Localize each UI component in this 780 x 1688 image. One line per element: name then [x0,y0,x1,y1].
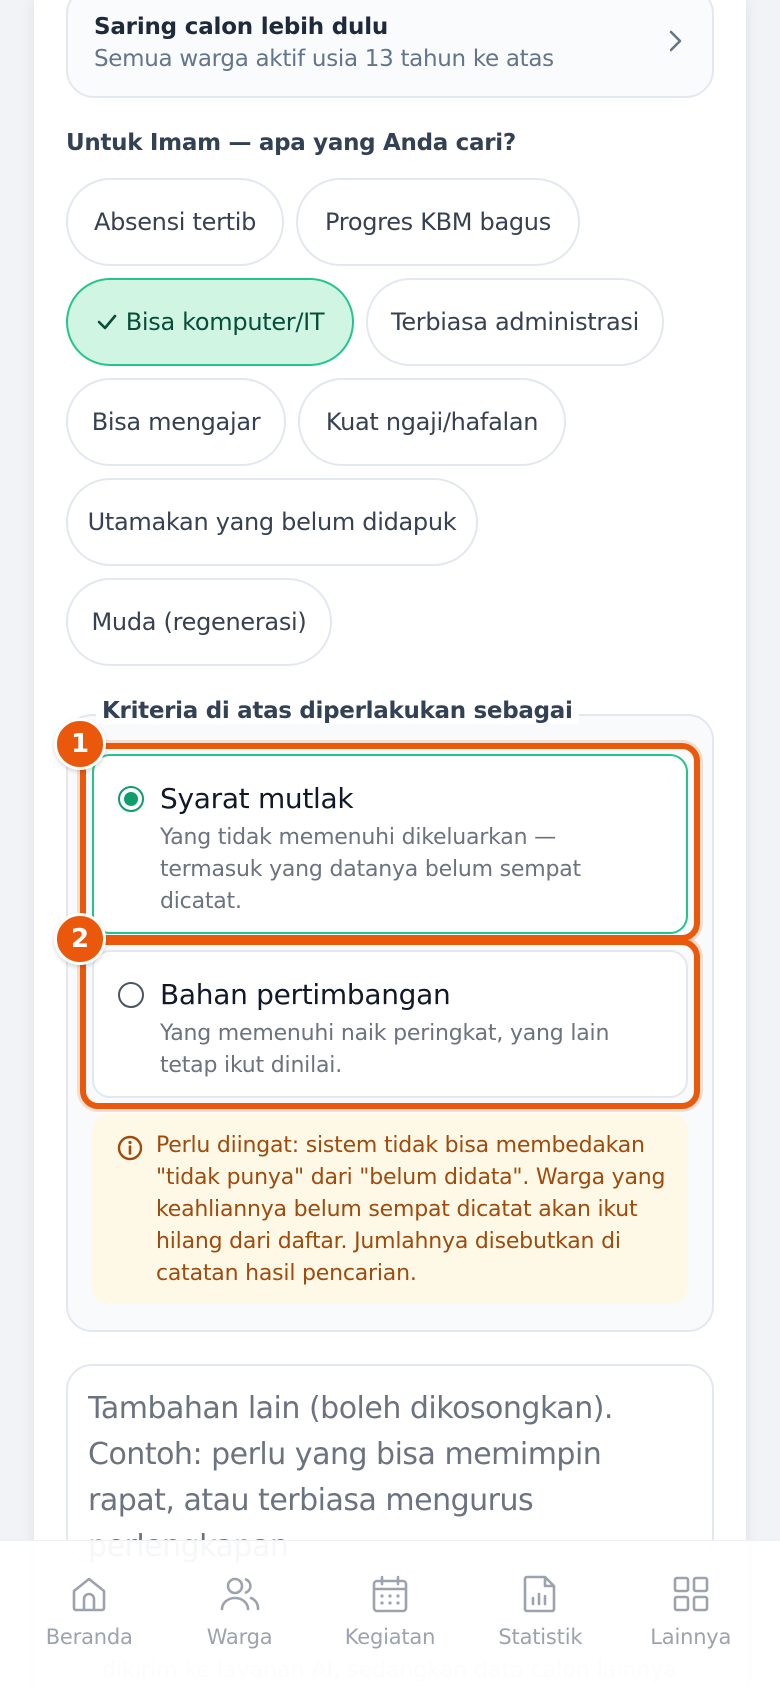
check-icon [96,313,118,331]
warning-notice-text: Perlu diingat: sistem tidak bisa membedakan "tidak punya" dari "belum didata". Warga yang keahliannya belum sempat dicatat akan ikut hilang dari daftar. Jumlahnya disebutkan di catatan hasil pencarian. [156,1133,666,1286]
chevron-right-icon [664,28,686,54]
highlight-badge-1: 1 [54,718,106,770]
info-icon [116,1134,144,1162]
chip-utamakan-belum-didapuk[interactable] [66,478,478,566]
calendar-icon [369,1573,411,1615]
chip-label: Bisa komputer/IT [125,308,325,336]
option-title: Syarat mutlak [160,782,354,815]
chip-muda-regenerasi[interactable] [66,578,332,666]
chip-progres-kbm[interactable] [296,178,580,266]
chip-label: Terbiasa administrasi [391,308,639,336]
bottom-navigation [0,1540,780,1688]
nav-label: Warga [206,1625,273,1649]
criteria-question: Untuk Imam — apa yang Anda cari? [66,130,516,156]
chip-terbiasa-administrasi[interactable] [366,278,664,366]
option-title: Bahan pertimbangan [160,978,451,1011]
option-bahan-pertimbangan[interactable] [92,950,688,1098]
nav-item-beranda[interactable] [19,1541,159,1688]
nav-item-statistik[interactable] [470,1541,610,1688]
chip-kuat-ngaji[interactable] [298,378,566,466]
grid-icon [670,1573,712,1615]
radio-selected-icon[interactable] [118,786,144,812]
chip-label: Utamakan yang belum didapuk [87,508,457,536]
highlight-badge-2: 2 [54,913,106,965]
chip-bisa-mengajar[interactable] [66,378,286,466]
filter-card-title: Saring calon lebih dulu [94,14,389,40]
criteria-legend: Kriteria di atas diperlakukan sebagai [96,698,579,724]
chip-bisa-komputer[interactable] [66,278,354,366]
chip-label: Bisa mengajar [91,408,261,436]
option-syarat-mutlak[interactable] [92,754,688,934]
nav-label: Lainnya [650,1625,732,1649]
nav-item-lainnya[interactable] [621,1541,761,1688]
nav-item-warga[interactable] [170,1541,310,1688]
home-icon [68,1573,110,1615]
chip-label: Kuat ngaji/hafalan [325,408,539,436]
chip-label: Absensi tertib [93,208,257,236]
nav-label: Beranda [45,1625,133,1649]
filter-card-subtitle: Semua warga aktif usia 13 tahun ke atas [94,46,554,72]
warning-notice [92,1114,688,1304]
chip-label: Progres KBM bagus [325,208,551,236]
chip-absensi-tertib[interactable] [66,178,284,266]
filter-candidates-card[interactable] [66,0,714,98]
extra-criteria-input[interactable] [88,1386,692,1564]
chart-file-icon [519,1573,561,1615]
extra-criteria-field[interactable] [66,1364,714,1564]
radio-unselected-icon[interactable] [118,982,144,1008]
nav-label: Kegiatan [344,1625,436,1649]
option-description: Yang tidak memenuhi dikeluarkan — termasuk yang datanya belum sempat dicatat. [160,825,581,914]
chip-label: Muda (regenerasi) [91,608,307,636]
nav-label: Statistik [498,1625,583,1649]
option-description: Yang memenuhi naik peringkat, yang lain tetap ikut dinilai. [160,1021,610,1078]
nav-item-kegiatan[interactable] [320,1541,460,1688]
users-icon [219,1573,261,1615]
